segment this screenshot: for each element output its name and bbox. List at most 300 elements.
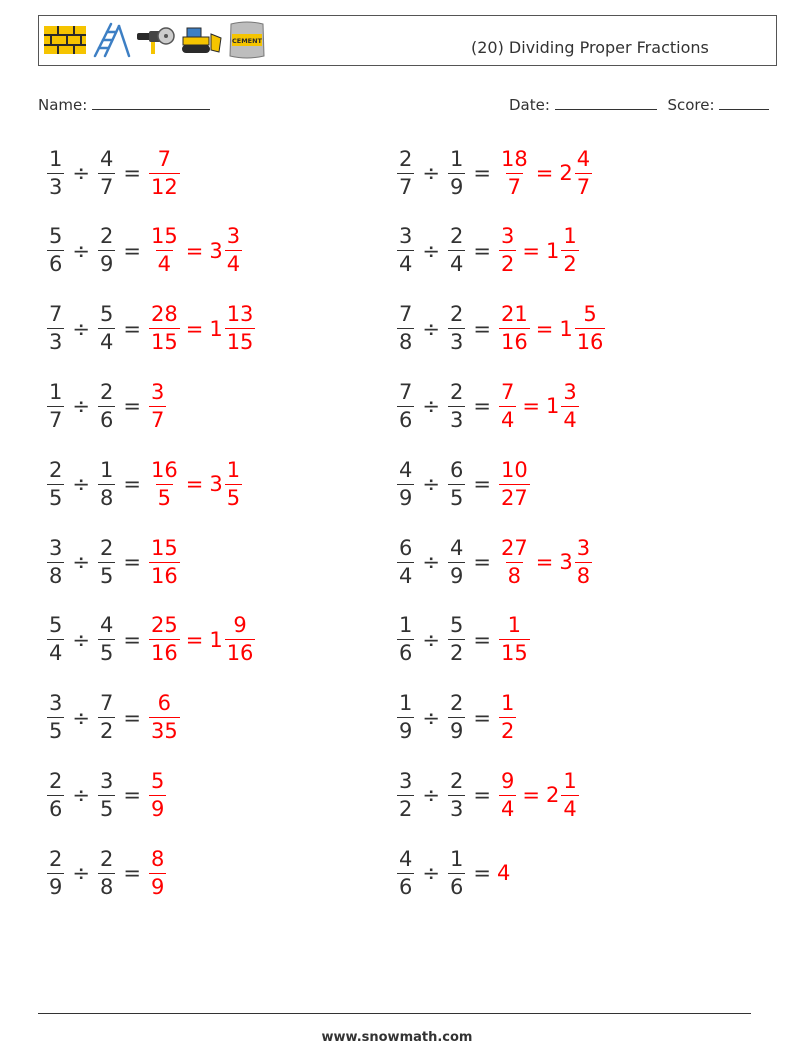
- divisor-fraction: [98, 379, 115, 432]
- mixed-fraction-numerator: 1: [563, 768, 577, 793]
- divide-sign: ÷: [422, 705, 440, 730]
- dividend-fraction-denominator: 6: [399, 407, 413, 432]
- problem-item: [395, 760, 581, 830]
- mixed-fraction: [561, 226, 578, 275]
- divide-sign: ÷: [72, 161, 90, 185]
- divisor-fraction-denominator: 9: [449, 719, 464, 744]
- dividend-fraction-denominator: 4: [399, 563, 413, 588]
- divisor-fraction-denominator: 5: [99, 563, 114, 588]
- equals-sign: =: [123, 861, 141, 886]
- divisor-fraction-numerator: 1: [99, 457, 114, 482]
- answer-fraction: [149, 615, 180, 664]
- answer-fraction-denominator: 7: [507, 174, 522, 199]
- answer-fraction: [149, 146, 180, 199]
- answer-fraction-denominator: 5: [157, 485, 172, 510]
- problem-item: [45, 138, 182, 208]
- mixed-fraction: [575, 304, 606, 353]
- problem-item: [395, 449, 532, 519]
- answer-equals-sign: =: [535, 550, 554, 574]
- answer-fraction-numerator: 16: [150, 457, 178, 482]
- name-label: Name:: [38, 96, 88, 114]
- dividend-fraction: [397, 846, 414, 899]
- problem-item: [45, 838, 168, 908]
- dividend-fraction-numerator: 3: [399, 224, 413, 249]
- answer-fraction: [499, 615, 530, 664]
- divisor-fraction: [98, 146, 115, 199]
- answer-fraction-numerator: 9: [500, 768, 515, 793]
- problem-item: [395, 138, 594, 208]
- name-field: [38, 95, 210, 114]
- answer-equals-sign: =: [535, 316, 554, 341]
- answer-fraction-numerator: 15: [150, 224, 178, 249]
- divide-sign: ÷: [422, 861, 440, 886]
- answer-fraction-denominator: 9: [150, 796, 165, 821]
- date-score-fields: [509, 95, 769, 114]
- divisor-fraction-numerator: 2: [99, 535, 114, 560]
- divisor-fraction-denominator: 9: [449, 563, 464, 588]
- divisor-fraction-numerator: 3: [99, 768, 114, 793]
- mixed-fraction-denominator: 8: [576, 563, 591, 588]
- dividend-fraction-numerator: 7: [49, 302, 63, 327]
- answer-equals-sign: =: [522, 783, 540, 808]
- dividend-fraction: [397, 304, 414, 353]
- footer-divider: [38, 1013, 751, 1014]
- answer-fraction: [149, 535, 180, 588]
- mixed-fraction-numerator: 3: [576, 535, 591, 560]
- divide-sign: ÷: [422, 550, 440, 574]
- answer-fraction-denominator: 12: [150, 174, 178, 199]
- dividend-fraction-denominator: 7: [399, 174, 413, 199]
- dividend-fraction-denominator: 9: [49, 874, 63, 899]
- divide-sign: ÷: [72, 394, 90, 419]
- answer-fraction: [499, 693, 516, 742]
- dividend-fraction-numerator: 2: [49, 768, 63, 793]
- equals-sign: =: [473, 472, 491, 497]
- mixed-fraction-numerator: 5: [583, 302, 597, 327]
- dividend-fraction-denominator: 9: [399, 485, 413, 510]
- dividend-fraction-denominator: 6: [49, 252, 63, 277]
- dividend-fraction-denominator: 2: [399, 796, 413, 821]
- divisor-fraction-denominator: 2: [99, 719, 114, 744]
- mixed-fraction: [225, 457, 242, 510]
- mixed-fraction: [225, 226, 242, 275]
- answer-fraction-numerator: 27: [500, 535, 528, 560]
- dividend-fraction-numerator: 5: [49, 224, 63, 249]
- divisor-fraction-denominator: 9: [449, 174, 464, 199]
- divisor-fraction-denominator: 7: [99, 174, 114, 199]
- answer-fraction-numerator: 3: [500, 224, 515, 249]
- answer-fraction-denominator: 4: [500, 407, 515, 432]
- equals-sign: =: [473, 783, 491, 808]
- equals-sign: =: [123, 627, 141, 652]
- divisor-fraction-numerator: 7: [99, 691, 114, 716]
- divisor-fraction: [448, 379, 465, 432]
- divisor-fraction-denominator: 6: [99, 407, 114, 432]
- answer-equals-sign: =: [185, 238, 204, 263]
- divisor-fraction: [98, 457, 115, 510]
- divisor-fraction: [448, 304, 465, 353]
- divisor-fraction: [448, 615, 465, 664]
- answer-fraction-denominator: 2: [500, 719, 515, 744]
- equals-sign: =: [123, 161, 141, 185]
- mixed-whole: 1: [545, 238, 560, 263]
- mixed-fraction-numerator: 9: [233, 613, 247, 638]
- divide-sign: ÷: [72, 550, 90, 574]
- dividend-fraction: [47, 226, 64, 275]
- equals-sign: =: [473, 161, 491, 185]
- mixed-whole: 2: [559, 161, 573, 185]
- problem-item: [45, 216, 244, 286]
- divisor-fraction: [98, 768, 115, 821]
- divisor-fraction-denominator: 4: [99, 330, 114, 355]
- answer-fraction: [499, 768, 516, 821]
- equals-sign: =: [123, 783, 141, 808]
- mixed-fraction-numerator: 1: [563, 224, 577, 249]
- answer-fraction-numerator: 5: [150, 768, 165, 793]
- dividend-fraction: [397, 146, 414, 199]
- divisor-fraction-denominator: 8: [99, 874, 114, 899]
- header-icons: [43, 22, 267, 62]
- mixed-fraction: [225, 615, 256, 664]
- divisor-fraction: [448, 693, 465, 742]
- name-blank[interactable]: [92, 95, 210, 110]
- divisor-fraction: [448, 768, 465, 821]
- answer-fraction-numerator: 10: [500, 457, 528, 482]
- dividend-fraction: [47, 535, 64, 588]
- bulldozer-icon: [179, 24, 223, 60]
- problem-item: [395, 605, 532, 675]
- dividend-fraction: [397, 535, 414, 588]
- divide-sign: ÷: [72, 316, 90, 341]
- divide-sign: ÷: [72, 783, 90, 808]
- divide-sign: ÷: [422, 316, 440, 341]
- divide-sign: ÷: [422, 472, 440, 497]
- problem-item: [395, 294, 607, 364]
- answer-fraction: [149, 693, 180, 742]
- dividend-fraction: [47, 693, 64, 742]
- answer-fraction-denominator: 15: [500, 641, 528, 666]
- divisor-fraction-denominator: 3: [449, 796, 464, 821]
- equals-sign: =: [123, 238, 141, 263]
- answer-fraction-numerator: 8: [150, 846, 165, 871]
- equals-sign: =: [473, 627, 491, 652]
- problem-item: [45, 760, 168, 830]
- dividend-fraction-denominator: 9: [399, 719, 413, 744]
- dividend-fraction: [47, 457, 64, 510]
- footer-website: www.snowmath.com: [321, 1030, 473, 1045]
- brick-wall-icon: [43, 24, 87, 60]
- answer-fraction: [499, 379, 516, 432]
- answer-fraction-denominator: 16: [500, 330, 528, 355]
- answer-fraction-numerator: 28: [150, 302, 178, 327]
- answer-fraction-numerator: 6: [157, 691, 172, 716]
- answer-fraction-numerator: 1: [507, 613, 522, 638]
- mixed-fraction-denominator: 16: [576, 330, 604, 355]
- answer-fraction-denominator: 7: [150, 407, 165, 432]
- mixed-fraction-numerator: 13: [226, 302, 254, 327]
- angle-grinder-icon: [135, 22, 175, 62]
- divisor-fraction: [98, 304, 115, 353]
- mixed-fraction: [575, 146, 592, 199]
- dividend-fraction-denominator: 5: [49, 485, 63, 510]
- divisor-fraction-numerator: 4: [99, 613, 114, 638]
- divide-sign: ÷: [72, 472, 90, 497]
- answer-equals-sign: =: [185, 627, 204, 652]
- divide-sign: ÷: [72, 705, 90, 730]
- mixed-fraction-denominator: 4: [226, 252, 241, 277]
- dividend-fraction-denominator: 6: [399, 874, 413, 899]
- dividend-fraction-numerator: 1: [49, 146, 63, 171]
- mixed-fraction: [225, 304, 256, 353]
- dividend-fraction: [397, 226, 414, 275]
- dividend-fraction-numerator: 7: [399, 302, 413, 327]
- divisor-fraction-numerator: 4: [449, 535, 464, 560]
- answer-fraction-denominator: 9: [150, 874, 165, 899]
- equals-sign: =: [473, 394, 491, 419]
- dividend-fraction: [47, 146, 64, 199]
- mixed-fraction-numerator: 3: [563, 379, 577, 404]
- answer-equals-sign: =: [522, 394, 540, 419]
- mixed-fraction: [561, 768, 578, 821]
- problem-item: [45, 371, 168, 441]
- dividend-fraction-numerator: 5: [49, 613, 63, 638]
- answer-fraction: [149, 768, 166, 821]
- answer-fraction-numerator: 21: [500, 302, 528, 327]
- score-blank[interactable]: [719, 95, 769, 110]
- dividend-fraction-numerator: 7: [399, 379, 413, 404]
- equals-sign: =: [123, 705, 141, 730]
- divisor-fraction-numerator: 2: [99, 224, 114, 249]
- answer-fraction: [499, 226, 516, 275]
- answer-fraction: [149, 846, 166, 899]
- divide-sign: ÷: [422, 627, 440, 652]
- answer-equals-sign: =: [535, 161, 554, 185]
- divisor-fraction: [98, 693, 115, 742]
- divide-sign: ÷: [72, 627, 90, 652]
- divisor-fraction-numerator: 2: [99, 379, 114, 404]
- divisor-fraction: [448, 846, 465, 899]
- equals-sign: =: [473, 705, 491, 730]
- divisor-fraction-denominator: 3: [449, 330, 464, 355]
- mixed-whole: 1: [209, 316, 223, 341]
- answer-fraction-denominator: 4: [157, 252, 172, 277]
- score-label: Score:: [667, 96, 715, 114]
- mixed-fraction-denominator: 4: [563, 796, 577, 821]
- equals-sign: =: [123, 472, 141, 497]
- divide-sign: ÷: [422, 394, 440, 419]
- dividend-fraction: [47, 846, 64, 899]
- dividend-fraction-numerator: 2: [399, 146, 413, 171]
- problem-item: [395, 683, 518, 753]
- answer-fraction: [499, 146, 530, 199]
- answer-fraction-numerator: 15: [150, 535, 178, 560]
- divisor-fraction-denominator: 3: [449, 407, 464, 432]
- mixed-fraction-numerator: 4: [576, 146, 591, 171]
- equals-sign: =: [473, 238, 491, 263]
- dividend-fraction: [397, 379, 414, 432]
- worksheet-header: [38, 15, 777, 66]
- answer-fraction-denominator: 8: [507, 563, 522, 588]
- answer-equals-sign: =: [185, 472, 204, 497]
- mixed-fraction: [575, 535, 592, 588]
- date-label: Date:: [509, 96, 550, 114]
- mixed-whole: 3: [559, 550, 573, 574]
- problem-item: [395, 216, 581, 286]
- equals-sign: =: [473, 550, 491, 574]
- divisor-fraction-numerator: 1: [449, 846, 464, 871]
- answer-fraction-denominator: 35: [150, 719, 178, 744]
- divisor-fraction: [448, 226, 465, 275]
- answer-fraction-numerator: 1: [500, 691, 515, 716]
- divisor-fraction-denominator: 8: [99, 485, 114, 510]
- dividend-fraction-numerator: 4: [399, 457, 413, 482]
- divisor-fraction-denominator: 9: [99, 252, 114, 277]
- answer-fraction: [499, 457, 530, 510]
- divisor-fraction-denominator: 5: [449, 485, 464, 510]
- answer-whole: 4: [496, 861, 511, 886]
- divisor-fraction-numerator: 1: [449, 146, 464, 171]
- worksheet-title: (20) Dividing Proper Fractions: [471, 38, 709, 57]
- divisor-fraction-denominator: 6: [449, 874, 464, 899]
- mixed-fraction-denominator: 5: [226, 485, 241, 510]
- answer-fraction-numerator: 7: [500, 379, 515, 404]
- dividend-fraction-numerator: 2: [49, 846, 63, 871]
- divisor-fraction-numerator: 2: [449, 224, 464, 249]
- mixed-whole: 3: [209, 238, 223, 263]
- mixed-fraction-numerator: 1: [226, 457, 241, 482]
- dividend-fraction: [47, 304, 64, 353]
- equals-sign: =: [473, 316, 491, 341]
- answer-fraction-denominator: 15: [150, 330, 178, 355]
- dividend-fraction: [47, 615, 64, 664]
- answer-fraction-denominator: 4: [500, 796, 515, 821]
- equals-sign: =: [123, 550, 141, 574]
- dividend-fraction-denominator: 3: [49, 174, 63, 199]
- answer-fraction: [149, 379, 166, 432]
- problem-item: [395, 527, 594, 597]
- answer-fraction: [149, 226, 180, 275]
- divisor-fraction-numerator: 5: [449, 613, 464, 638]
- divide-sign: ÷: [422, 161, 440, 185]
- dividend-fraction-numerator: 3: [49, 535, 63, 560]
- divide-sign: ÷: [72, 238, 90, 263]
- mixed-whole: 1: [545, 394, 560, 419]
- answer-fraction-numerator: 18: [500, 146, 528, 171]
- divisor-fraction-numerator: 4: [99, 146, 114, 171]
- divisor-fraction-numerator: 2: [449, 768, 464, 793]
- date-blank[interactable]: [555, 95, 657, 110]
- dividend-fraction-numerator: 1: [49, 379, 63, 404]
- divisor-fraction-numerator: 2: [449, 379, 464, 404]
- dividend-fraction-numerator: 3: [49, 691, 63, 716]
- problem-item: [45, 527, 182, 597]
- divisor-fraction: [448, 146, 465, 199]
- mixed-whole: 2: [545, 783, 560, 808]
- mixed-whole: 1: [209, 627, 223, 652]
- dividend-fraction: [397, 768, 414, 821]
- answer-equals-sign: =: [522, 238, 540, 263]
- divide-sign: ÷: [422, 238, 440, 263]
- answer-fraction-numerator: 7: [157, 146, 172, 171]
- mixed-fraction-numerator: 3: [226, 224, 241, 249]
- dividend-fraction-numerator: 1: [399, 613, 413, 638]
- divisor-fraction-denominator: 5: [99, 641, 114, 666]
- mixed-fraction-denominator: 16: [226, 641, 254, 666]
- mixed-fraction-denominator: 2: [563, 252, 577, 277]
- divisor-fraction: [98, 535, 115, 588]
- answer-fraction-denominator: 27: [500, 485, 528, 510]
- dividend-fraction-denominator: 7: [49, 407, 63, 432]
- equals-sign: =: [123, 394, 141, 419]
- dividend-fraction-denominator: 3: [49, 330, 63, 355]
- equals-sign: =: [123, 316, 141, 341]
- dividend-fraction-denominator: 6: [49, 796, 63, 821]
- mixed-whole: 1: [559, 316, 573, 341]
- divisor-fraction-numerator: 2: [99, 846, 114, 871]
- problem-item: [45, 683, 182, 753]
- dividend-fraction-numerator: 1: [399, 691, 413, 716]
- divisor-fraction: [98, 226, 115, 275]
- mixed-fraction: [561, 379, 578, 432]
- mixed-fraction-denominator: 4: [563, 407, 577, 432]
- dividend-fraction: [397, 457, 414, 510]
- dividend-fraction: [47, 768, 64, 821]
- answer-fraction-numerator: 25: [150, 613, 178, 638]
- dividend-fraction: [397, 693, 414, 742]
- ladder-icon: [91, 22, 131, 62]
- cement-bag-label: CEMENT: [232, 37, 262, 45]
- answer-fraction: [499, 535, 530, 588]
- dividend-fraction: [397, 615, 414, 664]
- answer-fraction-denominator: 2: [500, 252, 515, 277]
- divisor-fraction-denominator: 4: [449, 252, 464, 277]
- problem-item: [395, 838, 510, 908]
- divisor-fraction: [448, 457, 465, 510]
- answer-fraction: [149, 457, 180, 510]
- dividend-fraction-numerator: 3: [399, 768, 413, 793]
- answer-fraction-denominator: 16: [150, 563, 178, 588]
- divisor-fraction: [448, 535, 465, 588]
- dividend-fraction-numerator: 4: [399, 846, 413, 871]
- divisor-fraction-numerator: 6: [449, 457, 464, 482]
- divisor-fraction-denominator: 5: [99, 796, 114, 821]
- answer-fraction: [499, 304, 530, 353]
- divide-sign: ÷: [422, 783, 440, 808]
- dividend-fraction-denominator: 8: [399, 330, 413, 355]
- answer-fraction-denominator: 16: [150, 641, 178, 666]
- divide-sign: ÷: [72, 861, 90, 886]
- cement-bag-icon: [227, 20, 267, 64]
- dividend-fraction-denominator: 4: [399, 252, 413, 277]
- divisor-fraction-numerator: 2: [449, 691, 464, 716]
- answer-fraction: [149, 304, 180, 353]
- dividend-fraction-denominator: 6: [399, 641, 413, 666]
- dividend-fraction: [47, 379, 64, 432]
- equals-sign: =: [473, 861, 491, 886]
- divisor-fraction: [98, 615, 115, 664]
- problem-item: [45, 449, 244, 519]
- problem-item: [395, 371, 581, 441]
- divisor-fraction-denominator: 2: [449, 641, 464, 666]
- mixed-whole: 3: [209, 472, 223, 497]
- dividend-fraction-denominator: 8: [49, 563, 63, 588]
- dividend-fraction-denominator: 4: [49, 641, 63, 666]
- divisor-fraction-numerator: 5: [99, 302, 114, 327]
- divisor-fraction: [98, 846, 115, 899]
- problem-item: [45, 294, 257, 364]
- problem-item: [45, 605, 257, 675]
- dividend-fraction-denominator: 5: [49, 719, 63, 744]
